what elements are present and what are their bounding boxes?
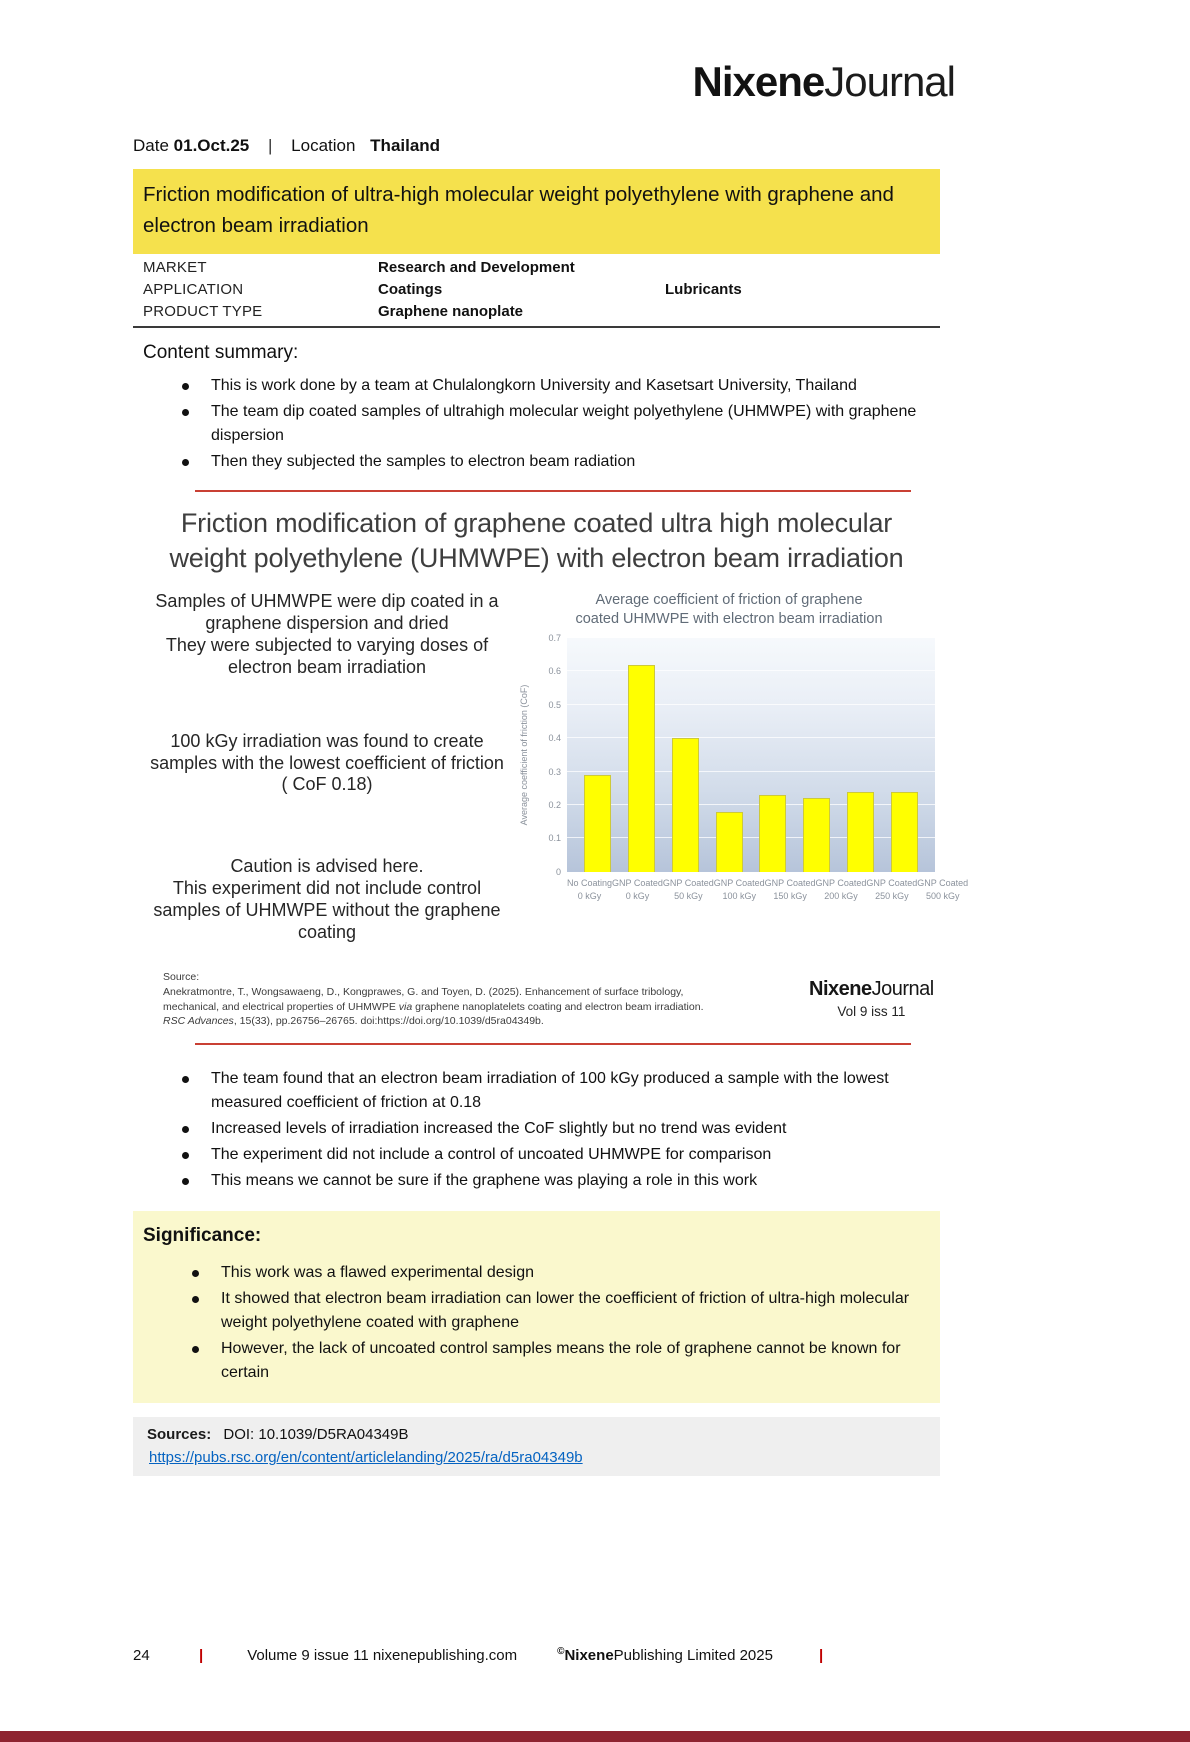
- bars-group: [567, 638, 935, 872]
- figure-journal-logo: NixeneJournal: [809, 978, 934, 1001]
- dateline-separator: |: [268, 136, 273, 155]
- sources-link[interactable]: https://pubs.rsc.org/en/content/articlelanding/2025/ra/d5ra04349b: [149, 1448, 583, 1466]
- list-item: [133, 400, 940, 448]
- significance-list: [143, 1261, 930, 1385]
- logo-light: Journal: [824, 58, 955, 105]
- content-summary-list: [133, 374, 940, 474]
- bullet-icon: [182, 1152, 189, 1159]
- meta-label: PRODUCT TYPE: [143, 302, 263, 320]
- page-content: [133, 136, 969, 1476]
- footer-volume-text: Volume 9 issue 11 nixenepublishing.com: [247, 1646, 518, 1664]
- list-item: [133, 1143, 940, 1167]
- bullet-icon: [192, 1270, 199, 1277]
- sources-doi: DOI: 10.1039/D5RA04349B: [223, 1425, 409, 1443]
- sources-section: [133, 1417, 940, 1476]
- list-item: [143, 1261, 930, 1285]
- figure-text-column: [147, 591, 507, 944]
- chart-title-line1: Average coefficient of friction of graphene: [595, 591, 863, 608]
- bar: [672, 738, 699, 872]
- figure-title: [133, 506, 940, 577]
- y-tick-label: 0.2: [548, 800, 561, 811]
- location-value: Thailand: [370, 136, 441, 155]
- source-citation: Anekratmontre, T., Wongsawaeng, D., Kongprawes, G. and Toyen, D. (2025). Enhancement of surface tribology, mechanical, and electrical properties of UHMWPE via graphene nanoplatelets coating and electron beam irradiation. RSC Advances, 15(33), pp.26756–26765. doi:https://doi.org/10.1039/d5ra04349b.: [163, 985, 704, 1028]
- meta-table: [133, 256, 940, 328]
- y-tick-label: 0.5: [548, 699, 561, 710]
- plot-area: [567, 638, 935, 872]
- bar-chart: [519, 591, 969, 944]
- figure-text-paragraph: They were subjected to varying doses of electron beam irradiation: [165, 634, 489, 677]
- bullet-icon: [192, 1296, 199, 1303]
- figure-bottom-rule: [195, 1043, 911, 1045]
- meta-value: [665, 259, 940, 276]
- list-item-text: This is work done by a team at Chulalongkorn University and Kasetsart University, Thailand: [211, 376, 857, 394]
- footer-pipe-left: |: [199, 1646, 204, 1664]
- page: [0, 58, 1190, 1742]
- y-tick-label: 0.1: [548, 833, 561, 844]
- y-tick-label: 0.3: [548, 766, 561, 777]
- meta-row: [133, 300, 940, 322]
- bar: [759, 795, 786, 872]
- figure-text-block: [147, 591, 507, 679]
- x-tick-label: No Coating 0 kGy: [567, 877, 613, 902]
- bar: [847, 792, 874, 872]
- bullet-icon: [182, 1076, 189, 1083]
- list-item: [133, 1117, 940, 1141]
- footer-pipe-right: |: [818, 1646, 824, 1664]
- journal-logo: [0, 58, 1190, 106]
- chart-area: [519, 632, 935, 877]
- bullet-icon: [182, 459, 189, 466]
- list-item: [133, 1067, 940, 1115]
- date-value: 01.Oct.25: [173, 136, 250, 155]
- figure-footer: [133, 970, 940, 1029]
- meta-row: [133, 256, 940, 278]
- figure-top-rule: [195, 490, 911, 492]
- source-label: Source:: [163, 971, 200, 984]
- meta-label: APPLICATION: [143, 280, 244, 298]
- page-footer: [133, 1646, 823, 1664]
- footer-copyright: ©NixenePublishing Limited 2025: [557, 1646, 773, 1664]
- list-item-text: The team dip coated samples of ultrahigh molecular weight polyethylene (UHMWPE) with graphene dispersion: [211, 402, 917, 444]
- meta-value: Graphene nanoplate: [378, 302, 524, 320]
- figure-slide: [133, 490, 969, 1045]
- figure-body: [133, 590, 969, 944]
- findings-list: [133, 1067, 940, 1193]
- bar: [803, 798, 830, 872]
- list-item: [133, 450, 940, 474]
- x-tick-label: GNP Coated 50 kGy: [662, 877, 714, 902]
- bar: [716, 812, 743, 872]
- meta-value: [665, 303, 940, 320]
- figure-text-block: [147, 731, 507, 797]
- chart-title-line2: coated UHMWPE with electron beam irradiation: [575, 611, 883, 628]
- y-tick-label: 0: [555, 866, 561, 877]
- x-tick-label: GNP Coated 200 kGy: [815, 877, 867, 902]
- dateline: [133, 136, 940, 156]
- x-tick-label: GNP Coated 250 kGy: [866, 877, 918, 902]
- location-label: Location: [291, 136, 356, 155]
- significance-heading: Significance:: [143, 1224, 262, 1246]
- page-number: 24: [133, 1646, 150, 1664]
- list-item-text: The team found that an electron beam irradiation of 100 kGy produced a sample with the lowest measured coefficient of friction at 0.18: [211, 1069, 889, 1111]
- bullet-icon: [182, 1126, 189, 1133]
- chart-title: [523, 591, 935, 630]
- y-axis: [539, 632, 567, 877]
- meta-value: Lubricants: [665, 280, 742, 298]
- date-label: Date: [133, 136, 169, 155]
- list-item-text: This work was a flawed experimental design: [221, 1263, 535, 1281]
- list-item: [133, 374, 940, 398]
- figure-source: [163, 970, 723, 1029]
- figure-journal-mark: [809, 978, 934, 1029]
- sources-link-line: [149, 1449, 926, 1466]
- article-title: Friction modification of ultra-high molecular weight polyethylene with graphene and electron beam irradiation: [133, 169, 940, 254]
- figure-title-line1: Friction modification of graphene coated ultra high molecular: [180, 507, 893, 538]
- y-axis-title: Average coefficient of friction (CoF): [519, 684, 529, 826]
- figure-text-block: [147, 856, 507, 944]
- list-item-text: However, the lack of uncoated control samples means the role of graphene cannot be known for certain: [221, 1339, 901, 1381]
- journal-logo-text: [693, 58, 956, 105]
- bar: [584, 775, 611, 872]
- bar: [891, 792, 918, 872]
- list-item-text: The experiment did not include a control of uncoated UHMWPE for comparison: [211, 1145, 772, 1163]
- x-tick-label: GNP Coated 500 kGy: [917, 877, 969, 902]
- x-tick-label: GNP Coated 150 kGy: [764, 877, 816, 902]
- y-tick-label: 0.6: [548, 666, 561, 677]
- significance-section: [133, 1211, 940, 1403]
- x-axis-labels: [567, 877, 969, 904]
- x-tick-label: GNP Coated 100 kGy: [713, 877, 765, 902]
- content-summary-heading: Content summary:: [143, 341, 299, 363]
- list-item: [143, 1287, 930, 1335]
- list-item-text: It showed that electron beam irradiation can lower the coefficient of friction of ultra-high molecular weight polyethylene coated with graphene: [221, 1289, 910, 1331]
- list-item: [143, 1337, 930, 1385]
- list-item: [133, 1169, 940, 1193]
- y-tick-label: 0.7: [548, 632, 561, 643]
- list-item-text: This means we cannot be sure if the graphene was playing a role in this work: [211, 1171, 758, 1189]
- sources-line: [147, 1426, 926, 1443]
- y-tick-label: 0.4: [548, 733, 561, 744]
- meta-row: [133, 278, 940, 300]
- figure-journal-volume: Vol 9 iss 11: [837, 1004, 906, 1020]
- figure-title-line2: weight polyethylene (UHMWPE) with electron beam irradiation: [169, 543, 904, 574]
- figure-text-paragraph: 100 kGy irradiation was found to create samples with the lowest coefficient of friction ( CoF 0.18): [150, 730, 504, 795]
- x-tick-label: GNP Coated 0 kGy: [612, 877, 663, 902]
- bullet-icon: [182, 409, 189, 416]
- figure-text-paragraph: Samples of UHMWPE were dip coated in a graphene dispersion and dried: [155, 590, 499, 633]
- sources-label: Sources:: [147, 1425, 212, 1443]
- list-item-text: Then they subjected the samples to electron beam radiation: [211, 452, 636, 470]
- logo-bold: Nixene: [692, 58, 825, 105]
- figure-text-paragraph: This experiment did not include control samples of UHMWPE without the graphene coating: [153, 878, 501, 943]
- meta-value: Coatings: [378, 280, 443, 298]
- bullet-icon: [192, 1346, 199, 1353]
- copyright-mark: ©: [557, 1646, 565, 1657]
- meta-label: MARKET: [143, 258, 207, 276]
- bullet-icon: [182, 383, 189, 390]
- figure-text-paragraph: Caution is advised here.: [230, 856, 424, 877]
- list-item-text: Increased levels of irradiation increased the CoF slightly but no trend was evident: [211, 1119, 787, 1137]
- bullet-icon: [182, 1178, 189, 1185]
- bar: [628, 665, 655, 872]
- meta-value: Research and Development: [378, 258, 575, 276]
- page-edge-band: [0, 1731, 1190, 1742]
